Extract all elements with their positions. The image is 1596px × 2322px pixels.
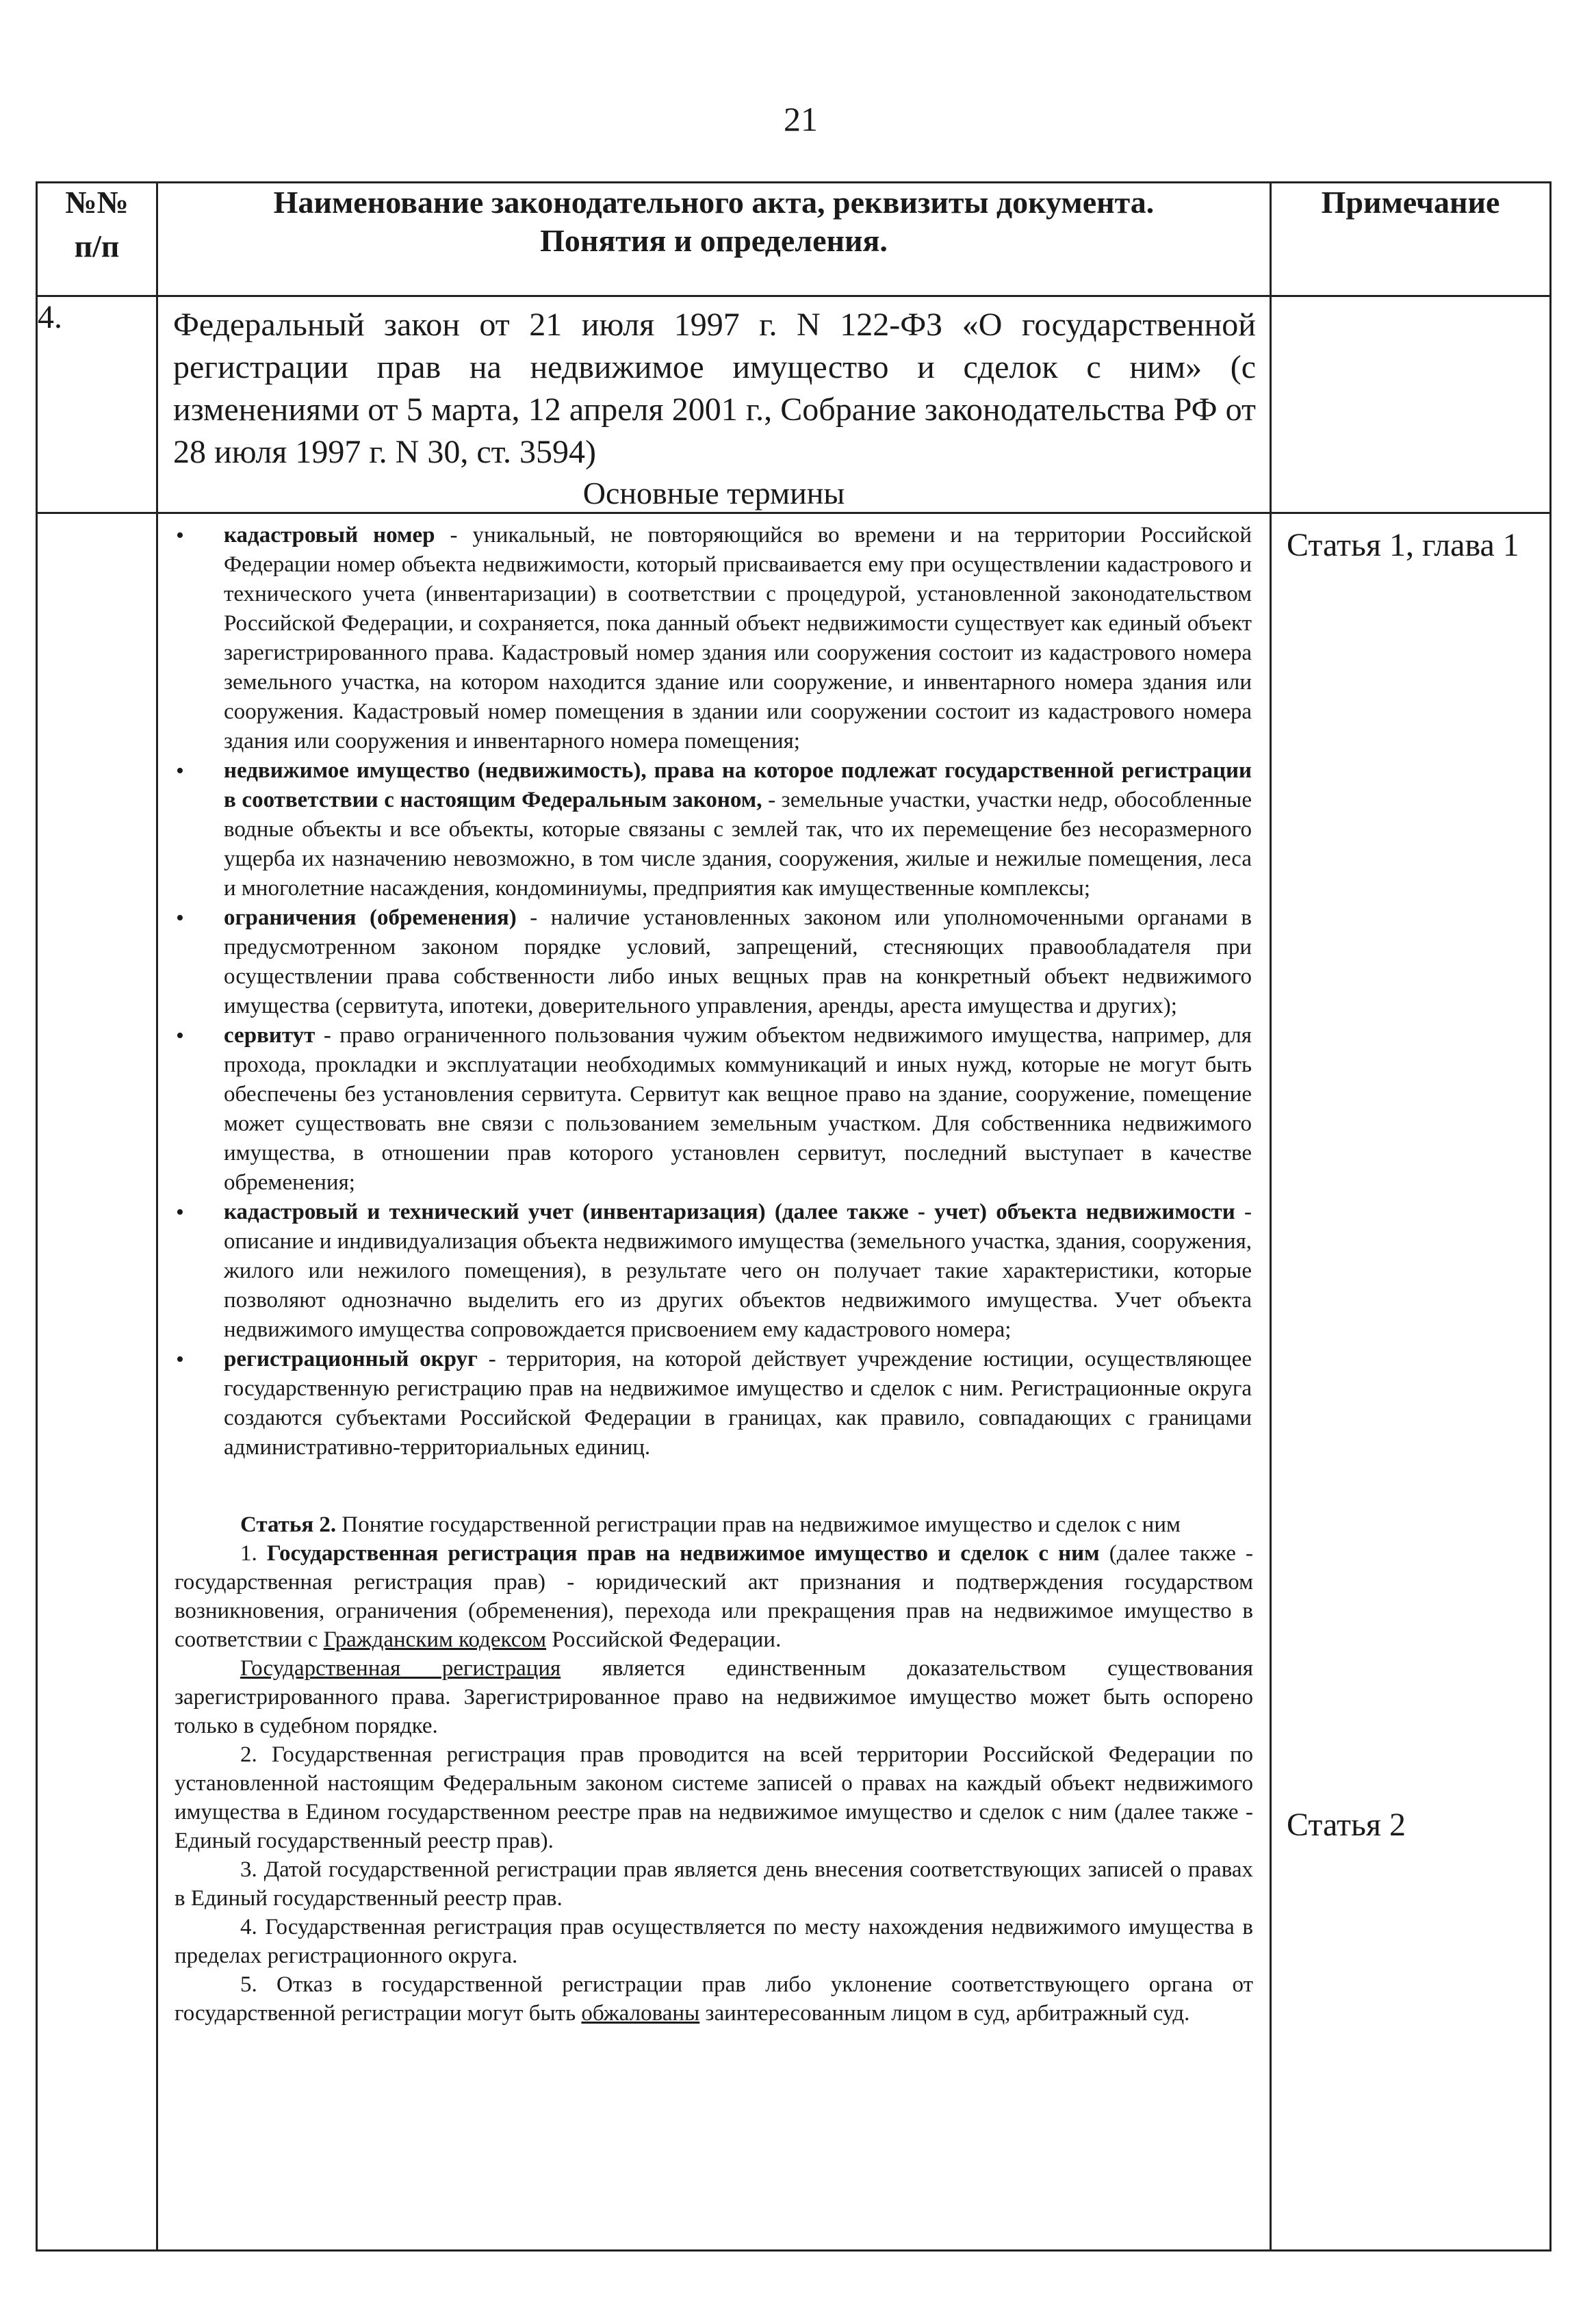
article-2-paragraph-2 <box>175 1654 1253 1740</box>
paragraph-text: (далее также - государственная регистрация прав) - юридический акт признания и подтверждения государством возникновения, ограничения (обременения), перехода или прекращения прав на недвижимое имущество в соответствии с <box>175 1541 1254 1652</box>
content-note-cell <box>1271 513 1551 2251</box>
term-definition: - наличие установленных законом или уполномоченными органами в предусмотренном законом порядке условий, запрещений, стесняющих правообладателя при осуществлении права собственности либо иных вещных прав на конкретный объект недвижимого имущества (сервитута, ипотеки, доверительного управления, аренды, ареста имущества и других); <box>224 905 1252 1018</box>
note-article-2: Статья 2 <box>1287 1807 1406 1843</box>
article-2-label: Статья 2. <box>240 1512 337 1537</box>
header-number-line1: №№ <box>65 185 129 220</box>
terms-list <box>158 514 1270 1469</box>
header-number-line2: п/п <box>74 229 120 263</box>
article-2-paragraph-4: 3. Датой государственной регистрации прав является день внесения соответствующих записей о правах в Единый государственный реестр прав. <box>175 1857 1253 1911</box>
article-2 <box>158 1469 1270 2035</box>
term-name: недвижимое имущество (недвижимость), права на которое подлежат государственной регистрации в соответствии с настоящим Федеральным законом, <box>224 758 1252 812</box>
state-registration-link[interactable]: Государственная регистрация <box>240 1656 561 1681</box>
term-definition: - территория, на которой действует учреждение юстиции, осуществляющее государственную регистрацию прав на недвижимое имущество и сделок с ним. Регистрационные округа создаются субъектами Российской Федерации в границах, как правило, совпадающих с границами административно-территориальных единиц. <box>224 1347 1252 1460</box>
header-title-line2: Понятия и определения. <box>540 223 888 258</box>
term-item <box>158 756 1252 903</box>
header-title-cell <box>157 183 1271 296</box>
header-note-cell: Примечание <box>1271 183 1551 296</box>
term-name: кадастровый номер <box>224 523 435 547</box>
term-name: ограничения (обременения) <box>224 905 517 930</box>
paragraph-text-end: Российской Федерации. <box>546 1627 782 1652</box>
document-table <box>36 181 1552 2252</box>
content-row <box>37 513 1551 2251</box>
law-note-cell <box>1271 296 1551 513</box>
civil-code-link[interactable]: Гражданским кодексом <box>323 1627 547 1652</box>
paragraph-text: 5. Отказ в государственной регистрации прав либо уклонение соответствующего органа от государственной регистрации могут быть <box>175 1972 1253 2026</box>
header-title-line1: Наименование законодательного акта, реквизиты документа. <box>273 185 1155 220</box>
row-number: 4. <box>37 296 157 513</box>
term-item <box>158 1345 1252 1462</box>
term-item <box>158 1198 1252 1345</box>
header-number-cell <box>37 183 157 296</box>
article-2-paragraph-5: 4. Государственная регистрация прав осуществляется по месту нахождения недвижимого имущества в пределах регистрационного округа. <box>175 1915 1253 1968</box>
term-name: регистрационный округ <box>224 1347 478 1371</box>
terms-heading: Основные термины <box>582 476 845 511</box>
law-cell <box>157 296 1271 513</box>
content-cell <box>157 513 1271 2251</box>
definition-term: Государственная регистрация прав на недвижимое имущество и сделок с ним <box>266 1541 1100 1566</box>
law-title: Федеральный закон от 21 июля 1997 г. N 122-ФЗ «О государственной регистрации прав на недвижимое имущество и сделок с ним» (с изменениями от 5 марта, 12 апреля 2001 г., Собрание законодательства РФ от 28 июля 1997 г. N 30, ст. 3594) <box>173 307 1256 470</box>
term-definition: - земельные участки, участки недр, обособленные водные объекты и все объекты, которые связаны с землей так, что их перемещение без несоразмерного ущерба их назначению невозможно, в том числе здания, сооружения, жилые и нежилые помещения, леса и многолетние насаждения, кондоминиумы, предприятия как имущественные комплексы; <box>224 788 1252 901</box>
article-2-paragraph-3: 2. Государственная регистрация прав проводится на всей территории Российской Федерации по установленной настоящим Федеральным законом системе записей о правах на каждый объект недвижимого имущества в Едином государственном реестре прав на недвижимое имущество и сделок с ним (далее также - Единый государственный реестр прав). <box>175 1742 1253 1853</box>
law-row <box>37 296 1551 513</box>
term-item <box>158 521 1252 756</box>
paragraph-text-end: заинтересованным лицом в суд, арбитражный суд. <box>699 2001 1190 2026</box>
term-item <box>158 903 1252 1021</box>
paragraph-text: является единственным доказательством существования зарегистрированного права. Зарегистрированное право на недвижимое имущество может быть оспорено только в судебном порядке. <box>175 1656 1253 1738</box>
article-2-heading <box>175 1510 1253 1539</box>
note-article-1: Статья 1, глава 1 <box>1287 527 1519 563</box>
term-item <box>158 1021 1252 1198</box>
article-2-paragraph-6 <box>175 1970 1253 2028</box>
term-definition: - право ограниченного пользования чужим объектом недвижимого имущества, например, для прохода, прокладки и эксплуатации необходимых коммуникаций и иных нужд, которые не могут быть обеспечены без установления сервитута. Сервитут как вещное право на здание, сооружение, помещение может существовать вне связи с пользованием земельным участком. Для собственника недвижимого имущества, в отношении прав которого установлен сервитут, последний выступает в качестве обременения; <box>224 1023 1252 1195</box>
page-number: 21 <box>784 100 818 138</box>
term-name: кадастровый и технический учет (инвентаризация) (далее также - учет) объекта недвижимости <box>224 1200 1235 1224</box>
table-header-row <box>37 183 1551 296</box>
article-2-paragraph-1 <box>175 1539 1253 1654</box>
term-name: сервитут <box>224 1023 316 1048</box>
article-2-title: Понятие государственной регистрации прав на недвижимое имущество и сделок с ним <box>336 1512 1181 1537</box>
content-number-cell <box>37 513 157 2251</box>
appeal-link[interactable]: обжалованы <box>581 2001 700 2026</box>
paragraph-number: 1. <box>240 1541 267 1566</box>
term-definition: - описание и индивидуализация объекта недвижимого имущества (земельного участка, здания, сооружения, жилого или нежилого помещения), в результате чего он получает такие характеристики, которые позволяют однозначно выделить его из других объектов недвижимого имущества. Учет объекта недвижимого имущества сопровождается присвоением ему кадастрового номера; <box>224 1200 1252 1342</box>
term-definition: - уникальный, не повторяющийся во времени и на территории Российской Федерации номер объекта недвижимости, который присваивается ему при осуществлении кадастрового и технического учета (инвентаризации) в соответствии с процедурой, установленной законодательством Российской Федерации, и сохраняется, пока данный объект недвижимости существует как единый объект зарегистрированного права. Кадастровый номер здания или сооружения состоит из кадастрового номера земельного участка, на котором находится здание или сооружение, и инвентарного номера здания или сооружения. Кадастровый номер помещения в здании или сооружении состоит из кадастрового номера здания или сооружения и инвентарного номера помещения; <box>224 523 1252 753</box>
